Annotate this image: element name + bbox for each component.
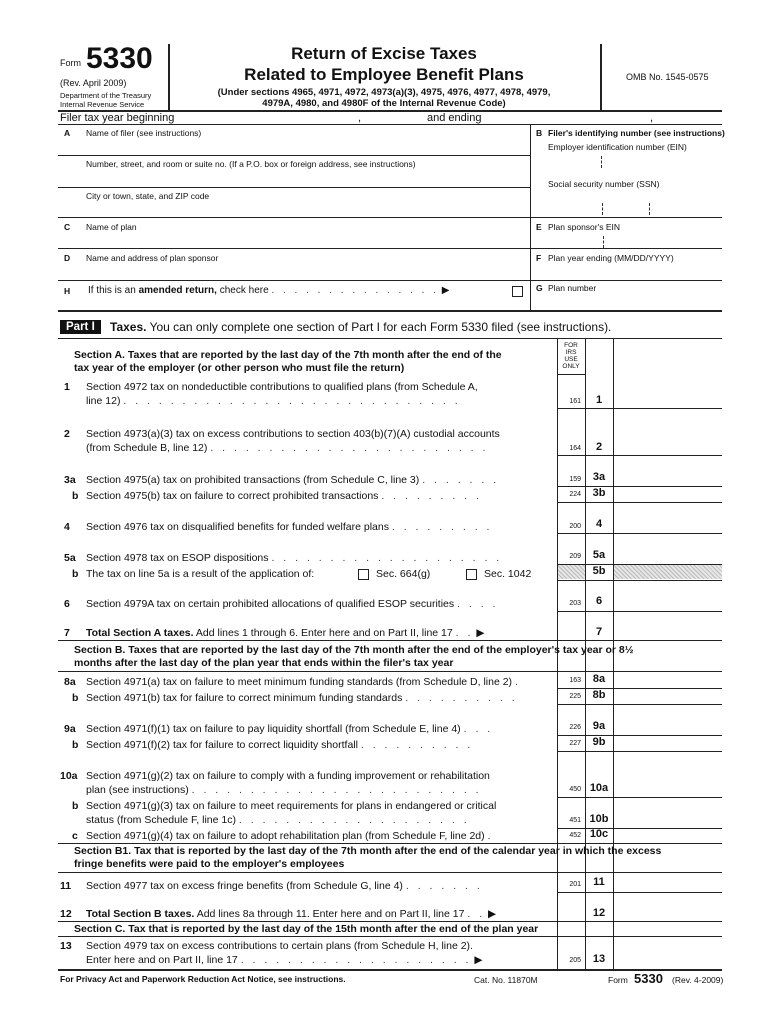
line-3b-text: Section 4975(b) tax on failure to correct prohibited transactions . . . . . . . . . [86,490,482,502]
filer-name-field[interactable] [84,138,524,152]
line-2-amount[interactable] [614,438,720,454]
line-g-letter: G [536,283,543,293]
line-13-amount[interactable] [614,952,720,968]
line-9b-amount[interactable] [614,736,720,751]
filer-id-label: Filer's identifying number (see instructions) [548,128,725,138]
city-state-zip-label: City or town, state, and ZIP code [86,191,210,201]
line-a-letter: A [64,128,71,138]
sec-664g-checkbox[interactable] [358,569,369,580]
line-13-text: Section 4979 tax on excess contributions to certain plans (from Schedule H, line 2). [86,940,473,952]
street-address-label: Number, street, and room or suite no. (If a P.O. box or foreign address, see instructions) [86,159,416,169]
line-9a-amount[interactable] [614,719,720,734]
line-12-amount[interactable] [614,905,720,920]
plan-sponsor-label: Name and address of plan sponsor [86,253,219,263]
part-i-title: Taxes. You can only complete one section of Part I for each Form 5330 filed (see instructions). [110,320,612,334]
line-10a-text-2: plan (see instructions) . . . . . . . . . . . . . . . . . . . . . . . . . [86,784,482,796]
line-10c-box-label: 10c [589,828,609,840]
line-3a-number: 3a [64,474,76,486]
line-13-box-label: 13 [592,953,606,965]
line-3b-number: b [72,490,79,502]
filer-ein-field[interactable] [560,155,710,170]
line-e-letter: E [536,222,542,232]
line-9a-number: 9a [64,723,76,735]
sponsor-ein-label: Plan sponsor's EIN [548,222,621,232]
plan-sponsor-field[interactable] [84,264,524,278]
line-9a-box-label: 9a [592,720,606,732]
form-number: 5330 [86,42,153,75]
omb-number: OMB No. 1545-0575 [626,72,709,82]
line-5b-shaded-cell [558,565,585,579]
line-4-text: Section 4976 tax on disqualified benefits for funded welfare plans . . . . . . . . . [86,521,493,533]
line-b-letter: B [536,128,543,138]
section-b-title-line2: months after the last day of the plan year that ends within the filer's tax year [74,657,454,669]
line-2-box-label: 2 [595,441,603,453]
line-3a-irs-code: 159 [569,476,581,483]
line-10a-amount[interactable] [614,781,720,796]
line-3b-amount[interactable] [614,487,720,502]
plan-name-label: Name of plan [86,222,137,232]
line-8a-irs-code: 163 [569,677,581,684]
line-11-text: Section 4977 tax on excess fringe benefits (from Schedule G, line 4) . . . . . . . [86,880,483,892]
form-title-line1: Return of Excise Taxes [291,44,477,63]
line-7-number: 7 [64,627,70,639]
line-8b-amount[interactable] [614,689,720,704]
line-12-text: Total Section B taxes. Add lines 8a through 11. Enter here and on Part II, line 17 . . ▶ [86,908,497,920]
filer-ssn-field[interactable] [560,198,710,214]
line-8a-amount[interactable] [614,672,720,687]
line-4-number: 4 [64,521,70,533]
line-5a-box-label: 5a [592,549,606,561]
service-line: Internal Revenue Service [60,100,145,109]
line-9b-number: b [72,739,79,751]
line-8a-box-label: 8a [592,673,606,685]
line-5b-text: The tax on line 5a is a result of the application of: [86,568,315,580]
line-4-amount[interactable] [614,516,720,532]
section-b-title-line1: Section B. Taxes that are reported by the last day of the 7th month after the end of the employer's tax year or 8½ [74,644,634,656]
line-1-number: 1 [64,381,70,393]
line-1-irs-code: 161 [569,398,581,405]
ein-label: Employer identification number (EIN) [548,142,687,152]
line-10c-number: c [72,830,78,842]
line-11-irs-code: 201 [569,881,581,888]
line-10b-text: Section 4971(g)(3) tax on failure to meet requirements for plans in endangered or critical [86,800,497,812]
street-address-field[interactable] [84,170,524,184]
line-12-box-label: 12 [592,907,606,919]
line-8b-number: b [72,692,79,704]
line-10a-irs-code: 450 [569,786,581,793]
line-2-irs-code: 164 [569,445,581,452]
line-8b-text: Section 4971(b) tax for failure to correct minimum funding standards . . . . . . . . . . [86,692,518,704]
line-4-irs-code: 200 [569,523,581,530]
form-subtitle-line1: (Under sections 4965, 4971, 4972, 4973(a)(3), 4975, 4976, 4977, 4978, 4979, [217,87,551,98]
line-11-amount[interactable] [614,875,720,891]
sec-664g-label: Sec. 664(g) [376,568,431,580]
line-5a-text: Section 4978 tax on ESOP dispositions . . . . . . . . . . . . . . . . . . . . [86,552,503,564]
line-6-number: 6 [64,598,70,610]
line-6-box-label: 6 [595,595,603,607]
footer-form-label: Form [608,975,628,985]
line-9b-irs-code: 227 [569,740,581,747]
form-subtitle-line2: 4979A, 4980, and 4980F of the Internal Revenue Code) [262,98,506,109]
line-11-number: 11 [60,880,72,892]
line-10a-number: 10a [60,770,78,782]
line-8a-text: Section 4971(a) tax on failure to meet minimum funding standards (from Schedule D, line 2) . [86,676,521,688]
line-5a-amount[interactable] [614,548,720,563]
part-i-tag: Part I [60,320,101,334]
line-c-letter: C [64,222,71,232]
section-c-title: Section C. Tax that is reported by the last day of the 15th month after the end of the plan year [74,923,539,935]
amended-return-checkbox[interactable] [512,286,523,297]
line-8a-number: 8a [64,676,76,688]
line-3b-irs-code: 224 [569,491,581,498]
line-7-box-label: 7 [595,626,603,638]
and-ending-label: and ending [427,112,482,124]
line-1-amount[interactable] [614,391,720,407]
section-b1-title-line2: fringe benefits were paid to the employer's employees [74,858,345,870]
line-4-box-label: 4 [595,518,603,530]
line-2-number: 2 [64,428,70,440]
line-13-number: 13 [60,940,72,952]
line-8b-box-label: 8b [592,689,606,701]
line-11-box-label: 11 [593,876,605,888]
line-5b-box-label: 5b [592,565,606,577]
line-10c-text: Section 4971(g)(4) tax on failure to adopt rehabilitation plan (from Schedule F, line 2d) . [86,830,494,842]
line-9b-text: Section 4971(f)(2) tax for failure to correct liquidity shortfall . . . . . . . . . . [86,739,474,751]
line-1-text: Section 4972 tax on nondeductible contributions to qualified plans (from Schedule A, [86,381,478,393]
section-b1-title-line1: Section B1. Tax that is reported by the last day of the 7th month after the end of the calendar year in which the excess [74,845,662,857]
line-6-amount[interactable] [614,594,720,610]
line-2-text-2: (from Schedule B, line 12) . . . . . . . . . . . . . . . . . . . . . . . . [86,442,489,454]
line-7-text: Total Section A taxes. Add lines 1 through 6. Enter here and on Part II, line 17 . . ▶ [86,627,485,639]
line-1-text-2: line 12) . . . . . . . . . . . . . . . . . . . . . . . . . . . . . [86,395,461,407]
plan-number-field[interactable] [560,294,710,308]
line-3a-amount[interactable] [614,470,720,485]
line-10a-box-label: 10a [589,782,609,794]
city-state-zip-field[interactable] [84,202,524,216]
footer-form-number: 5330 [634,971,663,986]
privacy-notice: For Privacy Act and Paperwork Reduction Act Notice, see instructions. [60,974,346,984]
footer-revision: (Rev. 4-2009) [672,975,724,985]
catalog-number: Cat. No. 11870M [474,975,538,985]
line-10c-amount[interactable] [614,828,720,842]
plan-year-ending-field[interactable] [560,264,710,278]
line-5b-number: b [72,568,79,580]
sec-1042-label: Sec. 1042 [484,568,532,580]
line-5a-number: 5a [64,552,76,564]
line-9b-box-label: 9b [592,736,606,748]
line-1-box-label: 1 [595,394,603,406]
line-5a-irs-code: 209 [569,553,581,560]
plan-year-ending-label: Plan year ending (MM/DD/YYYY) [548,253,674,263]
line-10c-irs-code: 452 [569,832,581,839]
amended-return-label: If this is an amended return, check here . . . . . . . . . . . . . . . ▶ [88,285,450,296]
section-a-title-line1: Section A. Taxes that are reported by the last day of the 7th month after the end of the [74,349,502,361]
line-13-irs-code: 205 [569,957,581,964]
form-revision: (Rev. April 2009) [60,78,127,88]
line-6-text: Section 4979A tax on certain prohibited allocations of qualified ESOP securities . . . . [86,598,499,610]
plan-number-label: Plan number [548,283,597,293]
section-a-title-line2: tax year of the employer (or other person who must file the return) [74,362,405,374]
line-10b-box-label: 10b [589,813,609,825]
line-9a-irs-code: 226 [569,724,581,731]
line-3a-text: Section 4975(a) tax on prohibited transactions (from Schedule C, line 3) . . . . . . . [86,474,500,486]
line-10a-text: Section 4971(g)(2) tax on failure to comply with a funding improvement or rehabilitation [86,770,490,782]
sec-1042-checkbox[interactable] [466,569,477,580]
line-7-amount[interactable] [614,624,720,639]
line-2-text: Section 4973(a)(3) tax on excess contributions to section 403(b)(7)(A) custodial accounts [86,428,500,440]
irs-use-only: FOR IRS USE ONLY [562,342,580,370]
tax-year-comma-2: , [650,112,654,124]
line-10b-irs-code: 451 [569,817,581,824]
line-3a-box-label: 3a [592,471,606,483]
line-8b-irs-code: 225 [569,693,581,700]
line-12-number: 12 [60,908,72,920]
sponsor-ein-field[interactable] [560,234,710,248]
line-9a-text: Section 4971(f)(1) tax on failure to pay liquidity shortfall (from Schedule E, line 4) . . . [86,723,494,735]
line-3b-box-label: 3b [592,487,606,499]
form-title-line2: Related to Employee Benefit Plans [244,65,524,84]
line-f-letter: F [536,253,542,263]
department-line: Department of the Treasury [60,91,152,100]
line-10b-text-2: status (from Schedule F, line 1c) . . . . . . . . . . . . . . . . . . . . [86,814,470,826]
form-label: Form [60,58,81,68]
line-5b-shaded-amount [614,565,722,579]
plan-name-field[interactable] [84,232,524,246]
ssn-label: Social security number (SSN) [548,179,660,189]
line-d-letter: D [64,253,71,263]
line-6-irs-code: 203 [569,600,581,607]
line-13-text-2: Enter here and on Part II, line 17 . . . . . . . . . . . . . . . . . . . . ▶ [86,954,483,966]
line-10b-number: b [72,800,79,812]
line-10b-amount[interactable] [614,812,720,827]
filer-name-label: Name of filer (see instructions) [86,128,202,138]
tax-year-label: Filer tax year beginning [60,112,175,124]
line-h-letter: H [64,286,71,296]
tax-year-comma: , [358,112,362,124]
